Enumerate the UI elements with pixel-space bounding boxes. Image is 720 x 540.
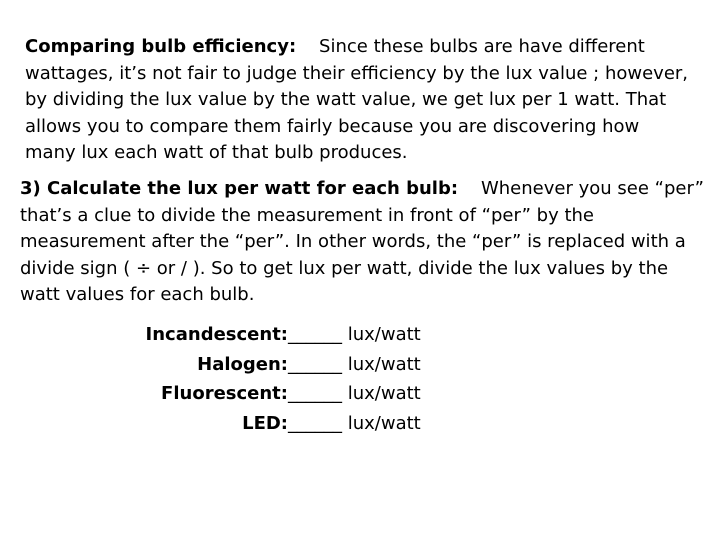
answer-blank: ______	[288, 383, 342, 404]
step3-gap	[458, 178, 481, 199]
answer-blank: ______	[288, 324, 342, 345]
bulb-row-incandescent	[60, 320, 421, 350]
unit-label: lux/watt	[342, 353, 421, 375]
bulb-row-fluorescent	[60, 379, 421, 409]
answer-blank: ______	[288, 412, 342, 434]
intro-paragraph	[25, 34, 695, 167]
step3-body: Whenever you see “per” that’s a clue to divide the measurement in front of “per” by the measurement after the “per”. In other words, the “per” is replaced with a divide sign ( ÷ or / ). So to get lux per watt, divide the lux values by the watt values for each bulb.	[20, 178, 704, 305]
intro-lead: Comparing bulb efficiency:	[25, 36, 297, 57]
bulb-row-halogen	[60, 350, 421, 380]
bulb-name: Incandescent:	[145, 324, 288, 345]
bulb-row-led	[60, 409, 421, 439]
unit-label: lux/watt	[342, 412, 421, 434]
bulb-name: Halogen:	[197, 353, 288, 375]
intro-body: Since these bulbs are have different wattages, it’s not fair to judge their efficiency by the lux value ; however, by dividing the lux value by the watt value, we get lux per 1 watt. That allows you to compare them fairly because you are discovering how many lux each watt of that bulb produces.	[25, 36, 689, 163]
bulb-answer-list	[60, 320, 421, 438]
intro-gap	[296, 36, 319, 57]
unit-label: lux/watt	[342, 324, 421, 345]
bulb-name: Fluorescent:	[161, 383, 288, 404]
step3-lead: 3) Calculate the lux per watt for each bulb:	[20, 178, 459, 199]
bulb-name: LED:	[242, 412, 288, 434]
step3-paragraph	[20, 176, 705, 309]
answer-blank: ______	[288, 353, 342, 375]
unit-label: lux/watt	[342, 383, 421, 404]
